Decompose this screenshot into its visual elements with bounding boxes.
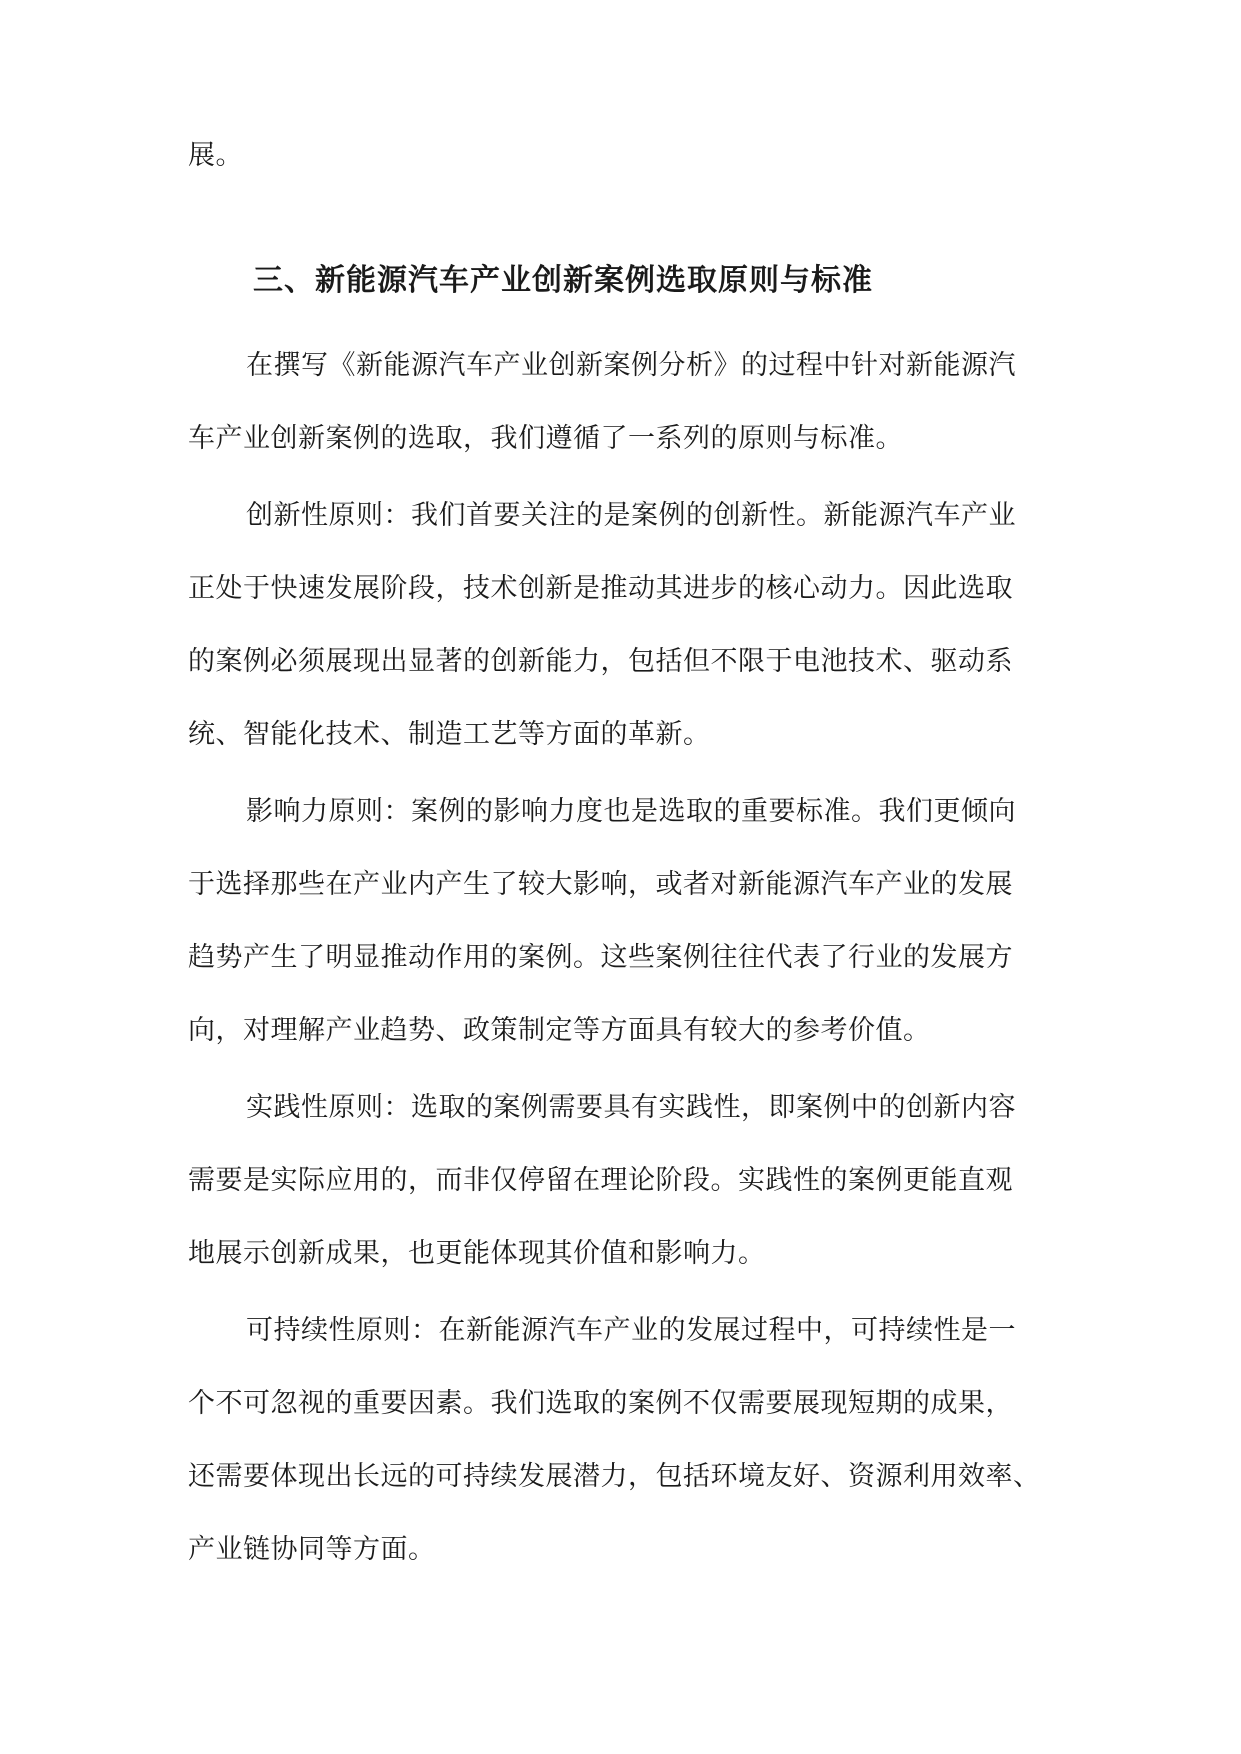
- paragraph-2-line-2: 正处于快速发展阶段，技术创新是推动其进步的核心动力。因此选取: [188, 573, 1013, 604]
- paragraph-3-line-2: 于选择那些在产业内产生了较大影响，或者对新能源汽车产业的发展: [188, 869, 1013, 900]
- carryover-line: 展。: [188, 140, 243, 171]
- paragraph-1-line-2: 车产业创新案例的选取，我们遵循了一系列的原则与标准。: [188, 423, 903, 454]
- paragraph-5-line-2: 个不可忽视的重要因素。我们选取的案例不仅需要展现短期的成果，: [188, 1388, 1013, 1419]
- paragraph-5-line-1: 可持续性原则：在新能源汽车产业的发展过程中，可持续性是一: [246, 1315, 1016, 1346]
- paragraph-1-line-1: 在撰写《新能源汽车产业创新案例分析》的过程中针对新能源汽: [246, 350, 1016, 381]
- section-heading: 三、新能源汽车产业创新案例选取原则与标准: [253, 263, 873, 298]
- paragraph-3-line-4: 向，对理解产业趋势、政策制定等方面具有较大的参考价值。: [188, 1015, 931, 1046]
- paragraph-4-line-2: 需要是实际应用的，而非仅停留在理论阶段。实践性的案例更能直观: [188, 1165, 1013, 1196]
- paragraph-3-line-3: 趋势产生了明显推动作用的案例。这些案例往往代表了行业的发展方: [188, 942, 1013, 973]
- paragraph-5-line-4: 产业链协同等方面。: [188, 1534, 436, 1565]
- paragraph-2-line-1: 创新性原则：我们首要关注的是案例的创新性。新能源汽车产业: [246, 500, 1016, 531]
- paragraph-3-line-1: 影响力原则：案例的影响力度也是选取的重要标准。我们更倾向: [246, 796, 1016, 827]
- paragraph-5-line-3: 还需要体现出长远的可持续发展潜力，包括环境友好、资源利用效率、: [188, 1461, 1041, 1492]
- paragraph-2-line-4: 统、智能化技术、制造工艺等方面的革新。: [188, 719, 711, 750]
- paragraph-2-line-3: 的案例必须展现出显著的创新能力，包括但不限于电池技术、驱动系: [188, 646, 1013, 677]
- paragraph-4-line-3: 地展示创新成果，也更能体现其价值和影响力。: [188, 1238, 766, 1269]
- paragraph-4-line-1: 实践性原则：选取的案例需要具有实践性，即案例中的创新内容: [246, 1092, 1016, 1123]
